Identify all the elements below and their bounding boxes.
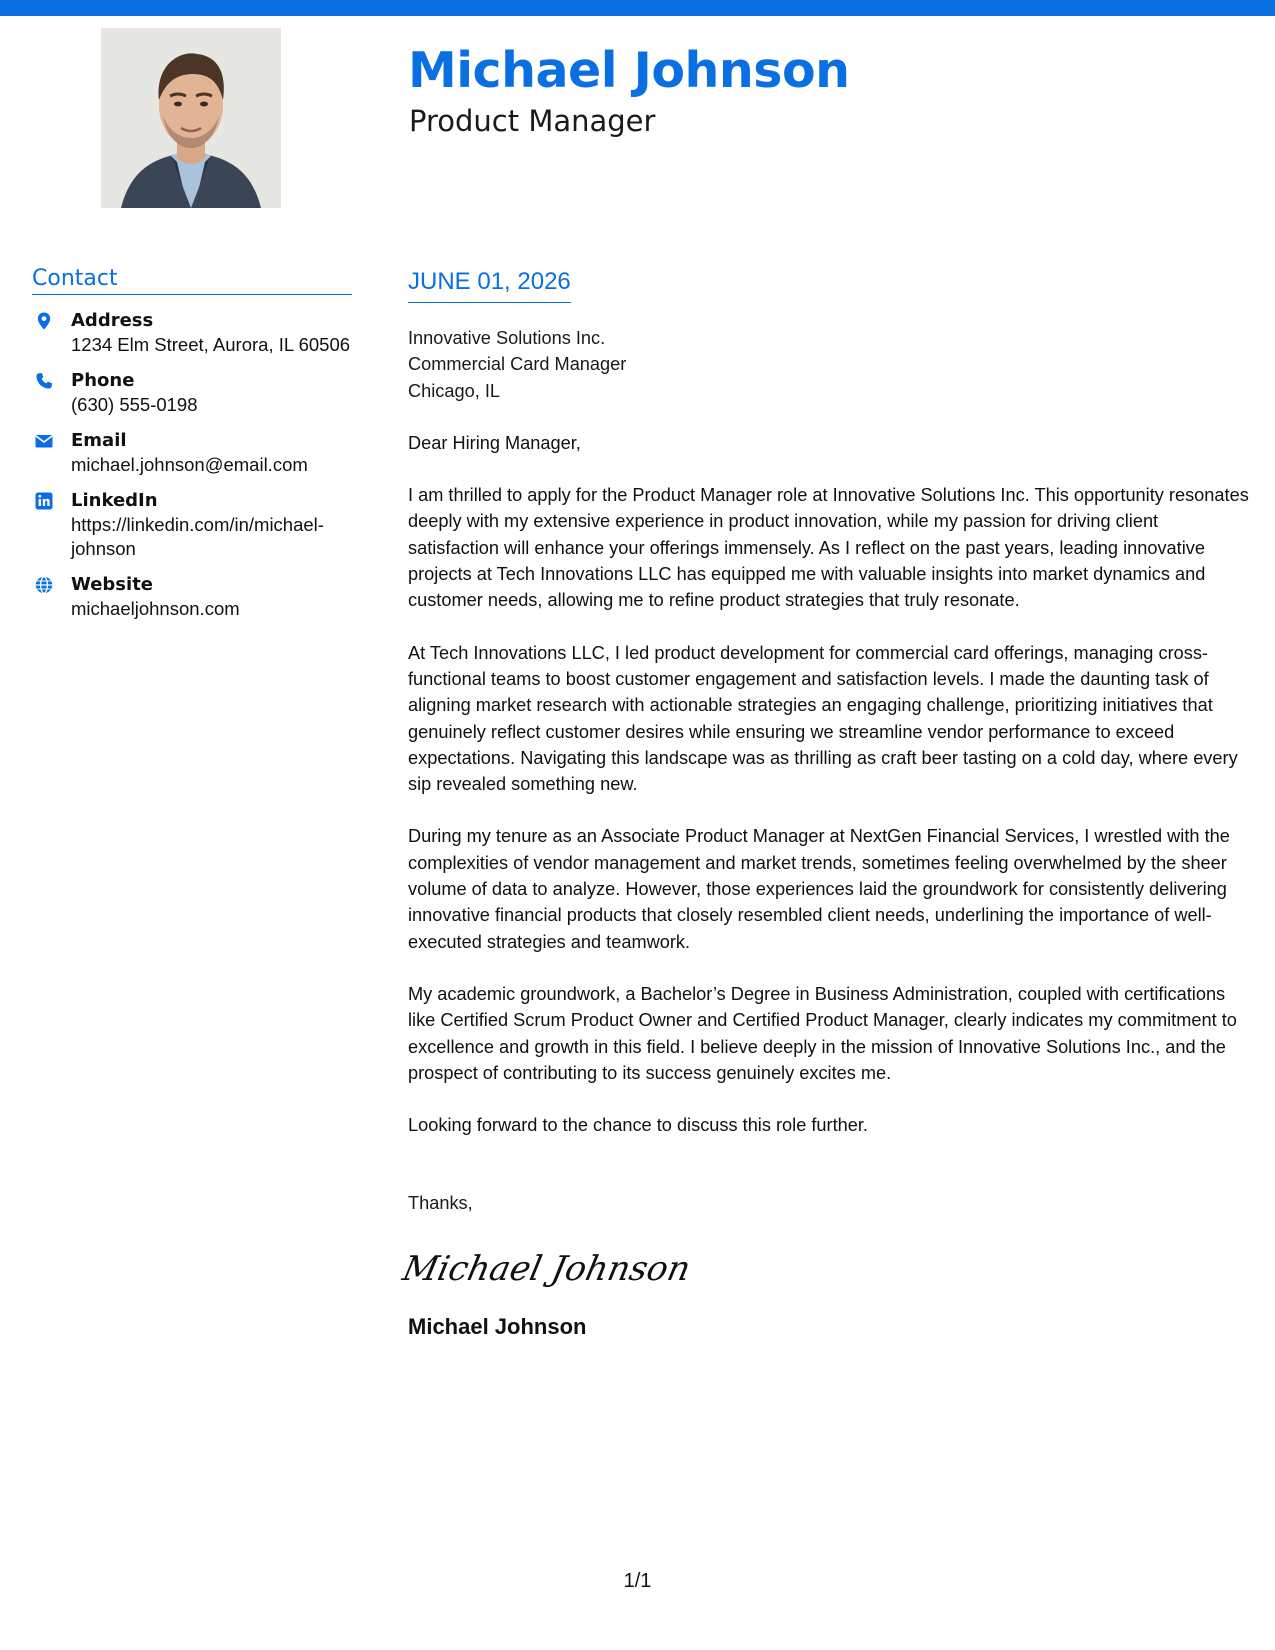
envelope-icon [34, 431, 54, 451]
website-value[interactable]: michaeljohnson.com [71, 598, 240, 619]
contact-item-phone [32, 369, 352, 417]
contact-item-email [32, 429, 352, 477]
linkedin-label: LinkedIn [71, 490, 158, 511]
contact-sidebar [32, 266, 352, 633]
letter-date: JUNE 01, 2026 [408, 268, 571, 303]
contact-item-address [32, 309, 352, 357]
salutation: Dear Hiring Manager, [408, 432, 581, 453]
paragraph-1: I am thrilled to apply for the Product Manager role at Innovative Solutions Inc. This opportunity resonates deeply with my extensive experience in product innovation, while my passion for driving client satisfaction will enhance your offerings immensely. As I reflect on the past years, leading innovative projects at Tech Innovations LLC has equipped me with valuable insights into market dynamics and customer needs, allowing me to refine product strategies that truly resonate. [408, 485, 1249, 611]
top-accent-bar [0, 0, 1275, 16]
handwritten-signature [399, 1238, 1253, 1298]
paragraph-2: At Tech Innovations LLC, I led product development for commercial card offerings, managing cross-functional teams to boost customer engagement and satisfaction levels. I made the daunting task of aligning market research with actionable strategies an engaging challenge, prioritizing initiatives that genuinely reflect customer desires while ensuring we streamline vendor performance to exceed expectations. Navigating this landscape was as thrilling as craft beer tasting on a cold day, where every sip revealed something new. [408, 642, 1238, 795]
email-label: Email [71, 430, 127, 451]
paragraph-4: My academic groundwork, a Bachelor’s Degree in Business Administration, coupled with certifications like Certified Scrum Product Owner and Certified Product Manager, clearly indicates my commitment to excellence and growth in this field. I believe deeply in the mission of Innovative Solutions Inc., and the prospect of contributing to its success genuinely excites me. [408, 983, 1237, 1083]
avatar-illustration [101, 28, 281, 208]
linkedin-icon [34, 491, 54, 511]
contact-heading: Contact [32, 266, 352, 295]
recipient-company: Innovative Solutions Inc. [408, 328, 606, 348]
address-label: Address [71, 310, 154, 331]
signer-name: Michael Johnson [408, 1314, 587, 1340]
recipient-role: Commercial Card Manager [408, 354, 627, 375]
contact-item-website [32, 573, 352, 621]
candidate-title: Product Manager [409, 104, 656, 138]
map-pin-icon [34, 311, 54, 331]
phone-value: (630) 555-0198 [71, 394, 198, 415]
paragraph-5: Looking forward to the chance to discuss this role further. [408, 1115, 868, 1136]
recipient-block [408, 325, 1253, 404]
page-number: 1/1 [623, 1570, 652, 1592]
address-value: 1234 Elm Street, Aurora, IL 60506 [71, 334, 351, 355]
cover-letter-body [399, 268, 1253, 1340]
website-label: Website [71, 574, 154, 595]
signature-text: Michael Johnson [399, 1249, 694, 1290]
candidate-name: Michael Johnson [408, 42, 850, 99]
profile-photo [101, 28, 281, 208]
recipient-location: Chicago, IL [408, 380, 501, 401]
contact-item-linkedin [32, 489, 352, 561]
linkedin-value[interactable]: https://linkedin.com/in/michael-johnson [71, 514, 324, 559]
phone-label: Phone [71, 370, 135, 391]
phone-icon [34, 371, 54, 391]
email-value: michael.johnson@email.com [71, 454, 308, 475]
globe-icon [34, 575, 54, 595]
closing: Thanks, [408, 1193, 473, 1214]
paragraph-3: During my tenure as an Associate Product Manager at NextGen Financial Services, I wrestled with the complexities of vendor management and market trends, sometimes feeling overwhelmed by the sheer volume of data to analyze. However, those experiences laid the groundwork for consistently delivering innovative financial products that closely resembled client needs, underlining the importance of well-executed strategies and teamwork. [408, 826, 1230, 952]
